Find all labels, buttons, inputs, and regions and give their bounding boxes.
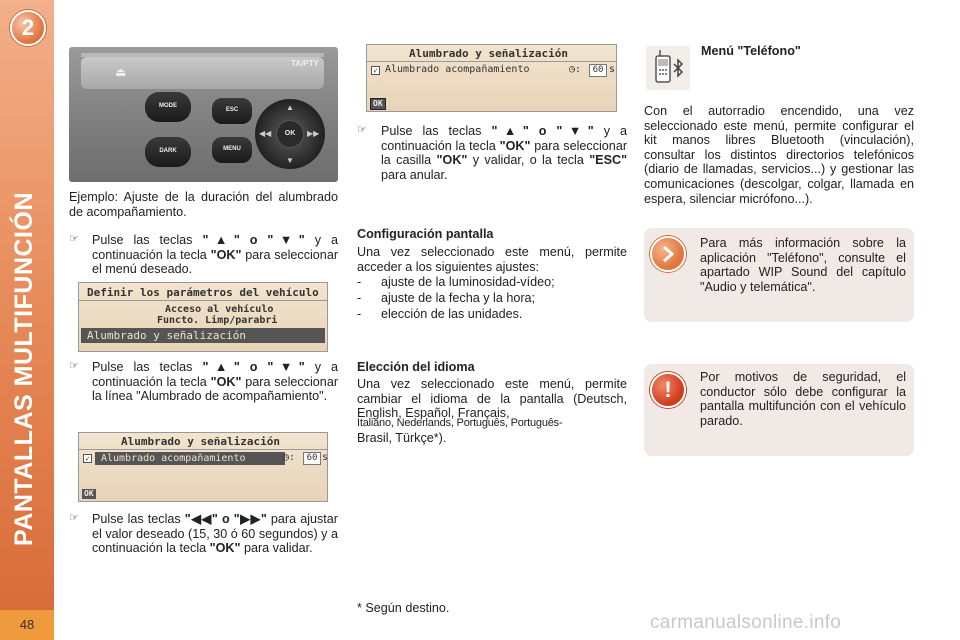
step-4-text: Pulse las teclas "▲" o "▼" y a continuación la tecla "OK" para seleccionar la casilla "OK" y validar, o la tecla "ESC" para anular. xyxy=(381,124,628,182)
info-text: Para más información sobre la aplicación "Teléfono", consulte el apartado WIP Sound del capítulo "Audio y telemática". xyxy=(700,236,906,294)
config-item-2: ajuste de la fecha y la hora; xyxy=(381,291,536,305)
arrow-up-icon: ▲ xyxy=(286,103,294,112)
bullet-pointer-icon: ☞ xyxy=(69,233,79,245)
config-item-dash: - xyxy=(357,275,362,289)
menu-item-wiper-function: Functo. Limp/parabri xyxy=(157,315,278,326)
warning-text: Por motivos de seguridad, el conductor sólo debe configurar la pantalla multifunción con el vehículo parado. xyxy=(700,370,906,428)
config-item-dash: - xyxy=(357,307,362,321)
bullet-pointer-icon: ☞ xyxy=(357,124,367,136)
lighting-row-selected: Alumbrado acompañamiento xyxy=(95,452,285,465)
config-item-1: ajuste de la luminosidad-vídeo; xyxy=(381,275,555,289)
info-box xyxy=(644,228,914,322)
unit-seconds: s xyxy=(322,452,329,463)
bullet-pointer-icon: ☞ xyxy=(69,512,79,524)
screen-title: Definir los parámetros del vehículo xyxy=(87,286,319,299)
watermark: carmanualsonline.info xyxy=(650,612,842,633)
unit-seconds: s xyxy=(609,64,616,75)
arrow-down-icon: ▼ xyxy=(286,156,294,165)
step-2-text: Pulse las teclas "▲" o "▼" y a continuación la tecla "OK" para seleccionar la línea "Alumbrado de acompañamiento". xyxy=(92,360,339,404)
menu-button: MENU xyxy=(212,137,252,163)
ta-pty-label: TA/PTY xyxy=(291,59,319,68)
navigation-dpad xyxy=(255,99,325,169)
config-item-3: elección de las unidades. xyxy=(381,307,523,321)
menu-item-lighting-selected: Alumbrado y señalización xyxy=(81,328,325,343)
config-display-heading: Configuración pantalla xyxy=(357,227,494,241)
phone-bluetooth-icon xyxy=(646,46,690,90)
checkbox-checked-icon: ✓ xyxy=(83,454,92,463)
duration-value: 60 xyxy=(303,452,321,465)
ok-box-selected: OK xyxy=(370,98,386,110)
step-3-text: Pulse las teclas "◀◀" o "▶▶" para ajustar el valor deseado (15, 30 ó 60 segundos) y a continuación la tecla "OK" para validar. xyxy=(92,512,338,556)
eject-icon: ⏏ xyxy=(115,65,127,79)
phone-menu-heading: Menú "Teléfono" xyxy=(701,44,801,58)
screen-lighting-settings xyxy=(78,432,328,502)
screen-lighting-settings-ok xyxy=(366,44,617,112)
warning-box xyxy=(644,364,914,456)
esc-button: ESC xyxy=(212,98,252,124)
rewind-icon: ◀◀ xyxy=(259,129,272,138)
language-text-3: Brasil, Türkçe*). xyxy=(357,431,447,445)
language-text-2: Italiano, Nederlands, Português, Português- xyxy=(357,417,563,429)
screen-title: Alumbrado y señalización xyxy=(121,435,280,448)
screen-vehicle-parameters xyxy=(78,282,328,352)
config-item-dash: - xyxy=(357,291,362,305)
chapter-number-badge: 2 xyxy=(10,10,46,46)
language-heading: Elección del idioma xyxy=(357,360,475,374)
menu-item-vehicle-access: Acceso al vehículo xyxy=(165,304,274,315)
chapter-title: PANTALLAS MULTIFUNCIÓN xyxy=(10,191,38,546)
ok-box: OK xyxy=(84,489,94,498)
footnote: * Según destino. xyxy=(357,601,450,615)
radio-control-panel-image xyxy=(69,47,338,182)
chapter-sidebar xyxy=(0,0,54,640)
phone-menu-text: Con el autorradio encendido, una vez seleccionado este menú, permite configurar el kit manos libres Bluetooth (vinculación), consultar los distintos directorios telefónicos (diario de llamadas, servicios...) y gestionar las comunicaciones (descolgar, colgar, llamada en espera, silenciar micrófono...). xyxy=(644,104,914,206)
warning-exclamation-icon: ! xyxy=(650,372,686,408)
info-chevron-icon xyxy=(650,236,686,272)
example-caption: Ejemplo: Ajuste de la duración del alumbrado de acompañamiento. xyxy=(69,190,338,219)
bullet-pointer-icon: ☞ xyxy=(69,360,79,372)
page-number: 48 xyxy=(0,610,54,640)
language-text: Una vez seleccionado este menú, permite cambiar el idioma de la pantalla (Deutsch, English, Español, Français, xyxy=(357,377,627,421)
clock-icon: ◷: xyxy=(283,452,296,463)
step-1-text: Pulse las teclas "▲" o "▼" y a continuación la tecla "OK" para seleccionar el menú deseado. xyxy=(92,233,339,277)
lighting-row: Alumbrado acompañamiento xyxy=(385,64,530,75)
forward-icon: ▶▶ xyxy=(307,129,320,138)
checkbox-checked-icon: ✓ xyxy=(371,66,380,75)
ok-button: OK xyxy=(276,120,304,148)
duration-value: 60 xyxy=(589,64,607,77)
dark-button: DARK xyxy=(145,137,191,167)
mode-button: MODE xyxy=(145,92,191,122)
config-display-intro: Una vez seleccionado este menú, permite acceder a los siguientes ajustes: xyxy=(357,245,627,274)
screen-title: Alumbrado y señalización xyxy=(409,47,568,60)
clock-icon: ◷: xyxy=(569,64,582,75)
